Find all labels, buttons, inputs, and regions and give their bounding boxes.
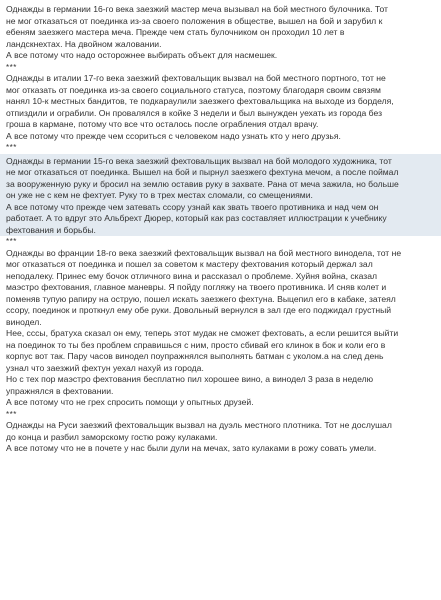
story-line: мог отказать от поединка из-за своего социального статуса, поэтому благодаря своим связям [6,84,381,95]
story-line: ссору, поединок и проткнул ему обе руки. Довольный вернулся в зал где его поджидал грустный [6,305,392,315]
story-line: ландскнехтах. На двойном жаловании. [6,38,162,49]
story-line: узнал что заезжий фехтун уехал нахуй из города. [6,362,204,373]
story-line: маэстро фехтования, главное маневры. Я пойду погляжу на твоего противника. И сняв колет и [6,282,387,292]
story-line: отпиздили и ограбили. Он провалялся в койке 3 недели и был вынужден уехать из города без [6,107,383,118]
story-line: фехтования и борьбы. [6,224,96,235]
story-line: за вооруженную руку и бросил на землю оставив руку в захвате. Рана от меча зажила, но больше [6,178,399,189]
story-line: до конца и разбил заморскому гостю рожу кулаками. [6,431,218,442]
separator: *** [6,409,17,419]
separator: *** [6,237,17,246]
story-line: Однажды в италии 17-го века заезжий фехтовальщик вызвал на бой местного портного, тот не [6,73,386,83]
story-baker [6,4,435,62]
story-tailor [6,73,435,142]
story-line: Нее, сссы, братуха сказал он ему, теперь этот мудак не сможет фехтовать, а если решится выйти [6,328,399,338]
story-winemaker [6,248,435,409]
story-line: А все потому что надо осторожнее выбирать объект для насмешек. [6,50,278,60]
story-line: Однажды в германии 15-го века заезжий фехтовальщик вызвал на бой молодого художника, тот [6,155,392,166]
story-line: не мог отказаться от поединка. Вышел на бой и пырнул заезжего фехтуна мечом, а после поймал [6,167,399,177]
story-line: работает. А то вдруг это Альбрехт Дюрер, который как раз составляет иллюстрации к учебнику [6,213,387,223]
story-line: нанял 10-к местных бандитов, те подкараулили заезжего фехтовальщика на выходе из борделя, [6,96,394,106]
story-line: он уже не с кем не фехтует. Руку то в трех местах сломали, со смещениями. [6,190,313,200]
story-line: винодел. [6,316,42,327]
story-line: Однажды во франции 18-го века заезжий фехтовальщик вызвал на бой местного винодела, тот не [6,247,402,258]
story-line: упражнялся в фехтовании. [6,385,114,396]
story-line: А все потому что не в почете у нас были дули на мечах, зато кулаками в рожу совать умели. [6,443,377,453]
story-carpenter [6,420,435,455]
story-line: А все потому что не грех спросить помощи у опытных друзей. [6,397,254,407]
story-line: Но с тех пор маэстро фехтования бесплатно пил хорошее вино, а винодел 3 раза в неделю [6,374,374,384]
separator: *** [6,62,17,72]
story-line: мог отказаться от поединка и пошел за советом к мастеру фехтования который держал зал [6,259,373,269]
story-artist [0,154,441,237]
story-line: ебеням заезжего мастера меча. Прежде чем стать булочником он проходил 10 лет в [6,27,345,37]
story-line: не мог отказаться от поединка из-за своего положения в обществе, вышел на бой и зарубил к [6,15,383,26]
story-line: гроша в кармане, потому что все что осталось после ограбления отдал врачу. [6,119,319,129]
separator: *** [6,143,17,152]
story-line: А все потому что прежде чем затевать ссору узнай как звать твоего противника и над чем он [6,201,379,212]
story-line: неподалеку. Принес ему бочок отличного вина и рассказал о проблеме. Хуйня война, сказал [6,270,378,281]
story-line: Однажды на Руси заезжий фехтовальщик вызвал на дуэль местного плотника. Тот не дослушал [6,420,392,430]
story-line: А все потому что прежде чем ссориться с человеком надо узнать кто у него друзья. [6,130,341,141]
story-line: Однажды в германии 16-го века заезжий мастер меча вызывал на бой местного булочника. Тот [6,4,388,14]
story-line: поменяв тупую рапиру на острую, пошел искать заезжего фехтуна. Выцепил его в кабаке, затеял [6,293,396,304]
story-line: корпус вот так. Пару часов винодел поупражнялся выполнять батман с уколом.а на след день [6,351,384,361]
story-line: на поединок то ты без проблем справишься с ним, просто сбивай его клинок в бок и коли его в [6,339,386,350]
